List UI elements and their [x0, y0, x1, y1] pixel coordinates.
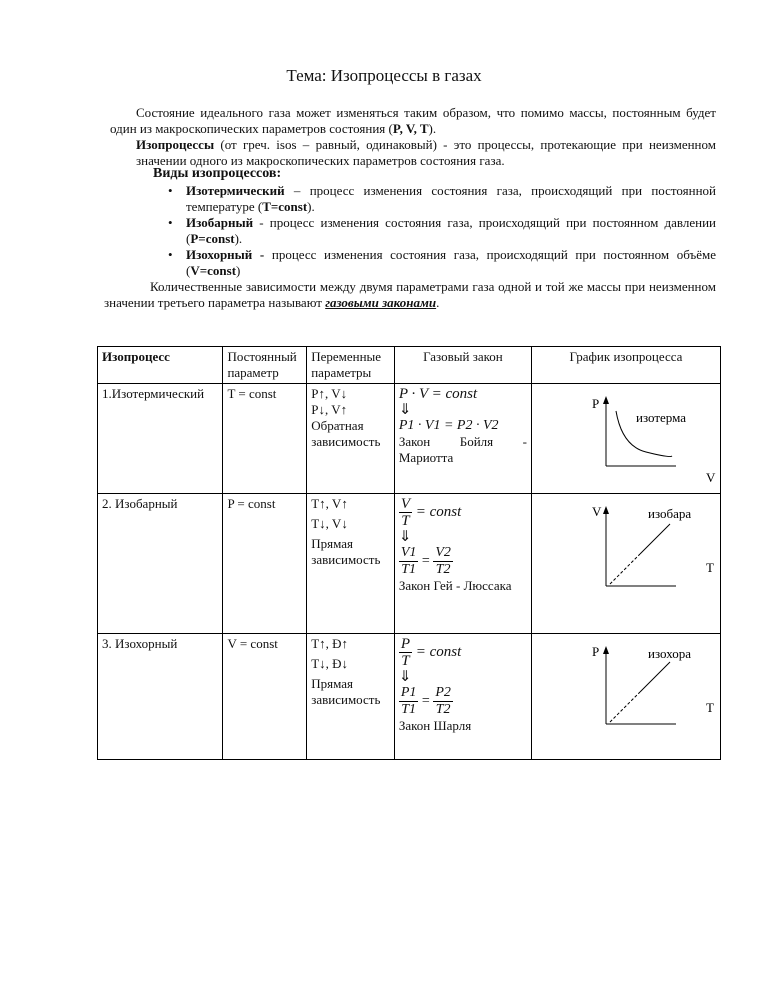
table-row — [98, 634, 721, 760]
header-process: Изопроцесс — [98, 347, 223, 384]
header-constant: Постоянный параметр — [223, 347, 307, 384]
variable-params: P↑, V↓ P↓, V↑ Обратная зависимость — [307, 384, 395, 494]
y-axis-arrow-icon — [603, 646, 609, 654]
isobar-graph — [536, 496, 716, 606]
extrapolation-line — [610, 554, 640, 584]
graph-curve-label: изобара — [647, 506, 692, 521]
intro-paragraph-1: Состояние идеального газа может изменяться таким образом, что помимо массы, постоянным будет один из макроскопических параметров состояния (P, V, T). — [110, 105, 716, 136]
header-law: Газовый закон — [394, 347, 531, 384]
graph-x-label: T — [705, 700, 714, 715]
graph-curve-label: изохора — [647, 646, 691, 661]
y-axis-arrow-icon — [603, 396, 609, 404]
intro-paragraph-2: Изопроцессы (от греч. isos – равный, одинаковый) - это процессы, протекающие при неизменном значении одного из макроскопических параметров состояния газа. — [136, 137, 716, 168]
header-graph: График изопроцесса — [531, 347, 720, 384]
graph-cell — [531, 494, 720, 634]
bullet-isobaric: • Изобарный - процесс изменения состояния газа, происходящий при постоянном давлении (P=const). — [168, 215, 716, 246]
graph-curve-label: изотерма — [635, 410, 686, 425]
bullet-dot-icon: • — [168, 183, 173, 198]
graph-x-label: V — [705, 470, 716, 485]
bullet-isochoric: • Изохорный - процесс изменения состояния газа, происходящий при постоянном объёме (V=const) — [168, 247, 716, 278]
table-header-row — [98, 347, 721, 384]
isotherm-graph — [536, 386, 716, 486]
process-name: 1.Изотермический — [98, 384, 223, 494]
graph-x-label: T — [705, 560, 714, 575]
intro-paragraph-3: Количественные зависимости между двумя параметрами газа одной и той же массы при неизменном значении третьего параметра называют газовыми законами. — [104, 279, 716, 310]
graph-y-label: V — [591, 504, 602, 519]
gas-law: $\frac{P}{T}$ = const ⇓ $\frac{P1}{T1}$ = $\frac{P2}{T2}$ Закон Шарля — [394, 634, 531, 760]
page-title: Тема: Изопроцессы в газах — [286, 66, 482, 85]
gas-law: P · V = const ⇓ P1 · V1 = P2 · V2 Закон Бойля - Мариотта — [394, 384, 531, 494]
bullet-dot-icon: • — [168, 247, 173, 262]
gas-law: $\frac{V}{T}$ = const ⇓ $\frac{V1}{T1}$ = $\frac{V2}{T2}$ Закон Гей - Люссака — [394, 494, 531, 634]
isochore-line — [640, 662, 670, 692]
graph-cell — [531, 634, 720, 760]
constant-param: V = const — [223, 634, 307, 760]
isoprocess-table — [97, 346, 721, 760]
constant-param: T = const — [223, 384, 307, 494]
table-row — [98, 384, 721, 494]
isochore-graph — [536, 636, 716, 736]
graph-y-label: P — [591, 644, 600, 659]
y-axis-arrow-icon — [603, 506, 609, 514]
table-row — [98, 494, 721, 634]
section-heading: Виды изопроцессов: — [153, 166, 282, 181]
process-name: 2. Изобарный — [98, 494, 223, 634]
variable-params: T↑, Ð↑ T↓, Ð↓ Прямая зависимость — [307, 634, 395, 760]
bullet-isothermal: • Изотермический – процесс изменения состояния газа, происходящий при постоянной температуре (T=const). — [168, 183, 716, 214]
extrapolation-line — [610, 692, 640, 722]
bullet-dot-icon: • — [168, 215, 173, 230]
graph-cell — [531, 384, 720, 494]
variable-params: T↑, V↑ T↓, V↓ Прямая зависимость — [307, 494, 395, 634]
header-variables: Переменные параметры — [307, 347, 395, 384]
process-name: 3. Изохорный — [98, 634, 223, 760]
constant-param: P = const — [223, 494, 307, 634]
isobar-line — [640, 524, 670, 554]
graph-y-label: P — [591, 396, 600, 411]
